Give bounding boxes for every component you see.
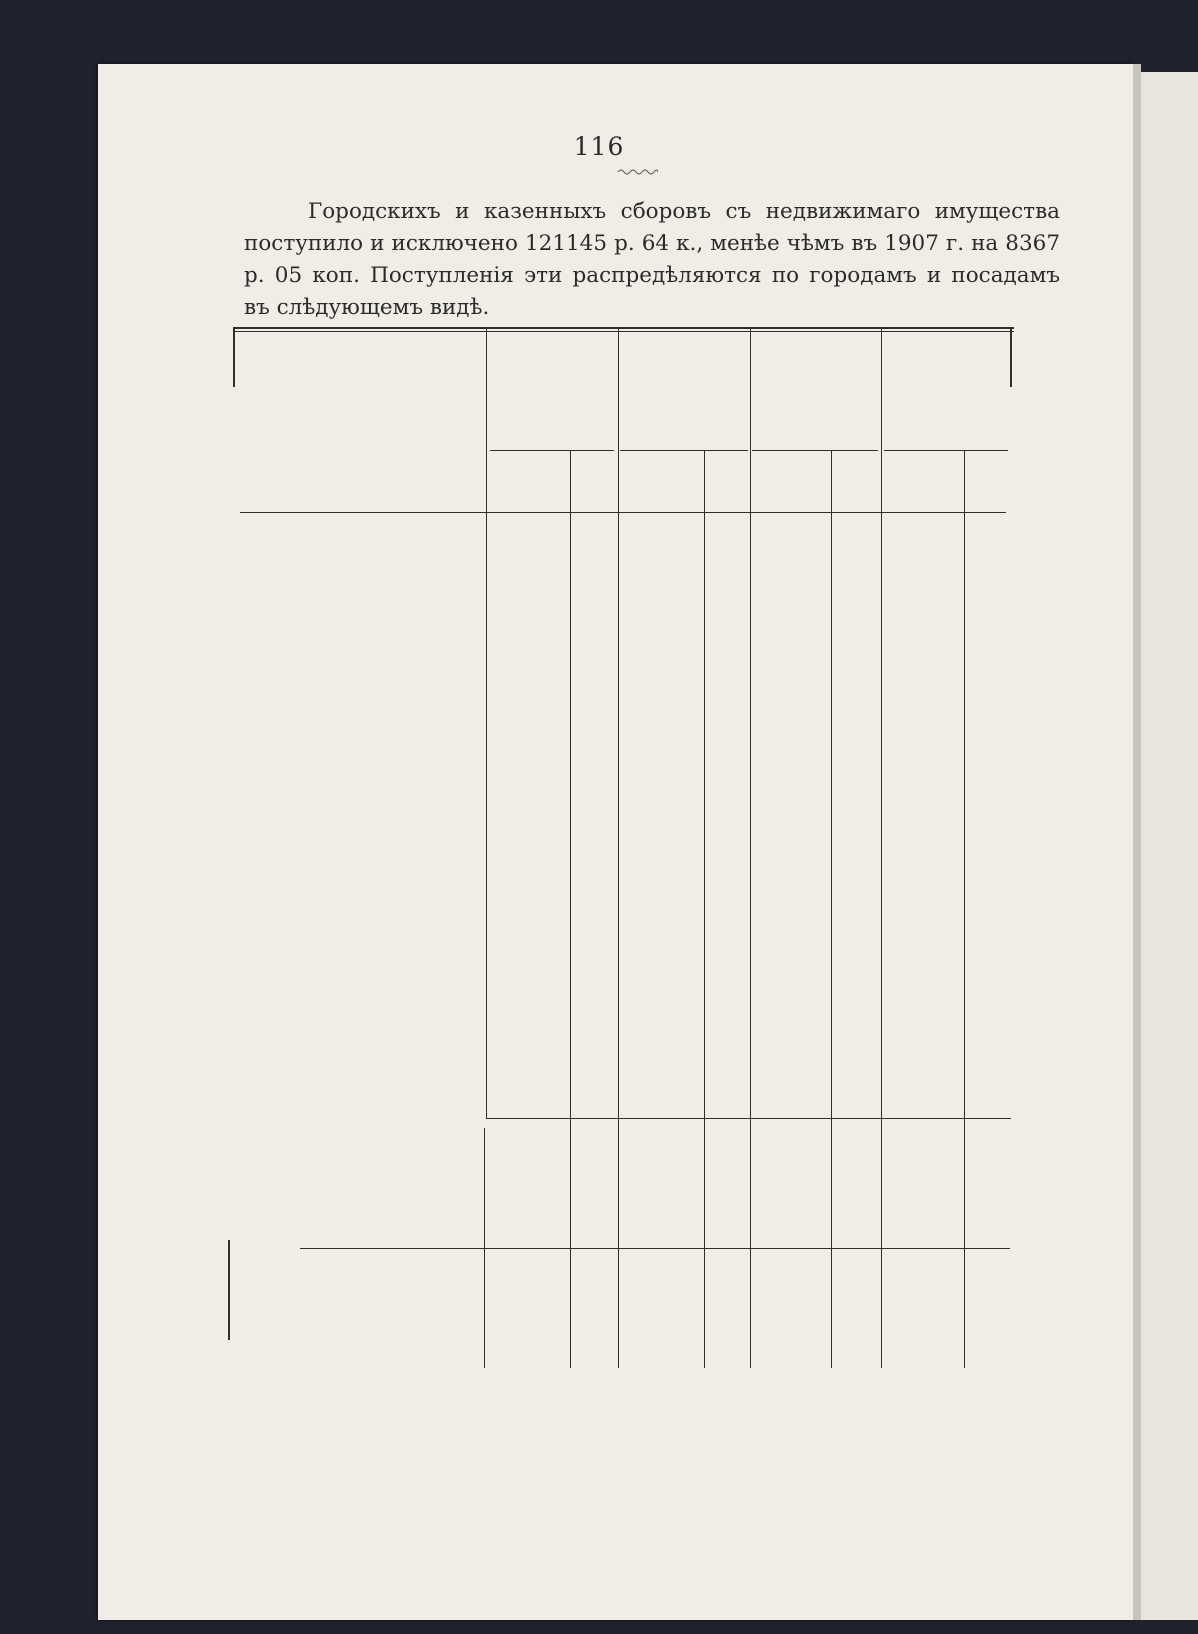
col-rule-1b xyxy=(484,1128,485,1368)
table-top-rule-2 xyxy=(234,331,1014,332)
body-end-rule xyxy=(486,1118,1011,1119)
group3-split xyxy=(752,450,878,451)
intro-text: Городскихъ и казенныхъ сборовъ съ недвижимаго имущества поступило и исключено 121145 р. 64 к., менѣе чѣмъ въ 1907 г. на 8367 р. 05 коп. Поступленія эти распредѣляются по городамъ и посадамъ въ слѣдующемъ видѣ. xyxy=(244,199,1060,320)
col-rule-3 xyxy=(618,327,619,1368)
kop-rule-4 xyxy=(964,450,965,1368)
col-rule-5 xyxy=(750,327,751,1368)
kop-rule-2 xyxy=(704,450,705,1368)
group1-split xyxy=(490,450,614,451)
facing-page-edge xyxy=(1141,72,1198,1620)
group2-split xyxy=(620,450,748,451)
kop-rule-1 xyxy=(570,450,571,1368)
page-number: 116 xyxy=(573,132,625,161)
col-rule-7 xyxy=(881,327,882,1368)
page-number-ornament xyxy=(618,168,658,176)
intro-paragraph xyxy=(244,196,1060,324)
col-rule-1 xyxy=(486,327,487,1118)
subtotal-rule xyxy=(300,1248,1010,1249)
table-left-rule-lower xyxy=(228,1240,230,1340)
group4-split xyxy=(884,450,1008,451)
table-top-rule xyxy=(234,327,1014,329)
table-right-rule xyxy=(1010,327,1012,387)
table-left-rule xyxy=(233,327,235,387)
kop-rule-3 xyxy=(831,450,832,1368)
page-edge xyxy=(1133,64,1141,1620)
header-bottom-rule xyxy=(240,512,1006,513)
